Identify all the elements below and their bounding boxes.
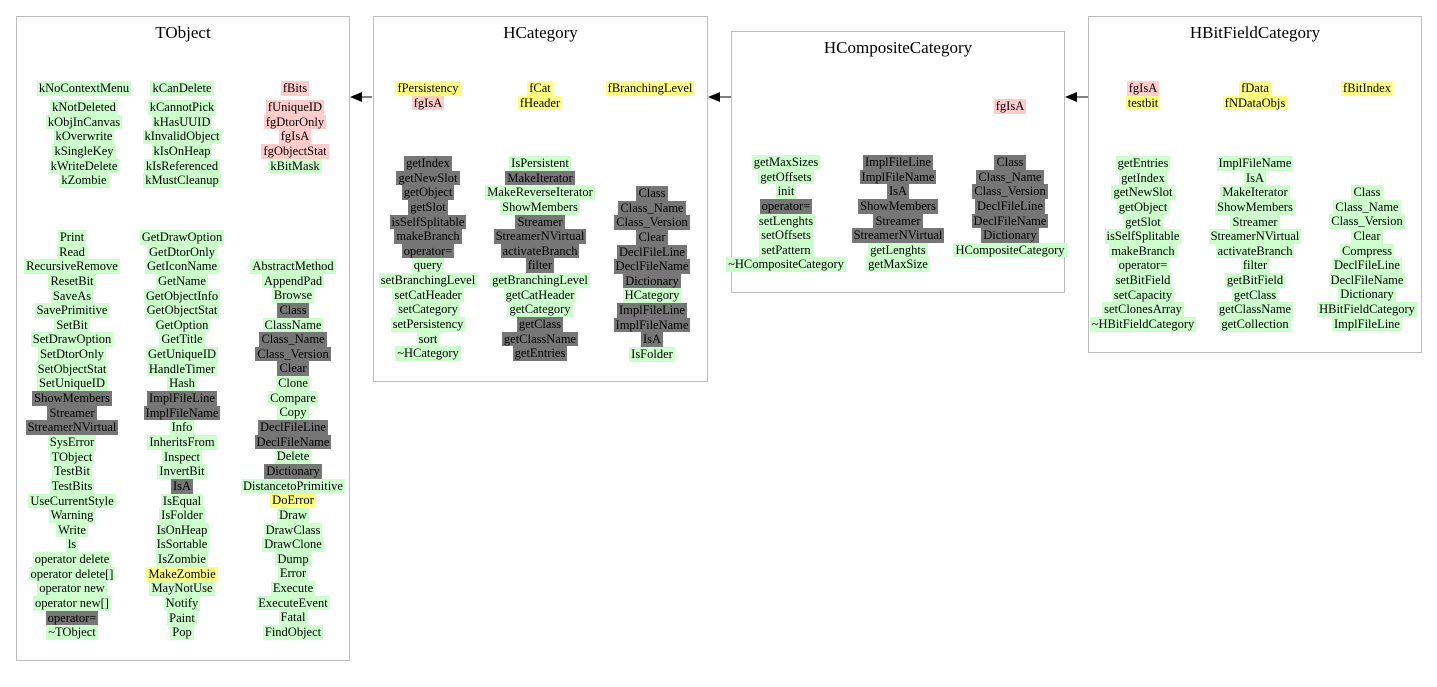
- member-item: DeclFileName: [615, 259, 689, 274]
- member-item: fBitIndex: [1343, 81, 1391, 95]
- member-item: GetIconName: [146, 259, 218, 274]
- member-item: kNoContextMenu: [38, 81, 130, 95]
- class-title: HCategory: [503, 23, 578, 42]
- member-item: IsPersistent: [511, 156, 569, 170]
- member-item: AppendPad: [263, 273, 323, 288]
- member-item: Streamer: [517, 214, 563, 229]
- member-item: setCatHeader: [394, 287, 462, 302]
- member-item: Warning: [50, 508, 94, 523]
- member-item: Streamer: [49, 405, 95, 420]
- member-item: DeclFileLine: [977, 198, 1043, 213]
- member-group: [378, 81, 478, 110]
- member-item: Class_Version: [616, 215, 688, 230]
- member-item: ImplFileName: [615, 317, 689, 332]
- member-item: Info: [171, 420, 193, 435]
- member-item: InvertBit: [159, 464, 205, 479]
- member-item: SetDtorOnly: [40, 347, 104, 362]
- class-box-hbitfieldcategory: [1088, 16, 1422, 353]
- member-item: kZombie: [61, 173, 107, 188]
- member-item: Read: [59, 244, 85, 259]
- member-item: kIsReferenced: [145, 158, 219, 173]
- member-item: ExecuteEvent: [258, 595, 328, 610]
- member-item: setBitField: [1115, 273, 1171, 288]
- member-item: Class: [638, 186, 666, 200]
- member-item: testbit: [1127, 95, 1159, 110]
- member-group: [132, 100, 232, 188]
- member-item: fgIsA: [413, 95, 443, 110]
- member-item: Copy: [279, 405, 307, 420]
- member-item: kCannotPick: [149, 100, 215, 114]
- member-item: kNotDeleted: [52, 100, 116, 114]
- member-item: SetObjectStat: [37, 361, 107, 376]
- member-item: init: [777, 184, 795, 199]
- member-item: operator new[]: [35, 596, 109, 611]
- member-item: DeclFileLine: [260, 420, 326, 435]
- member-item: TestBit: [54, 464, 90, 479]
- member-item: GetOption: [155, 317, 209, 332]
- member-item: Clear: [638, 229, 666, 244]
- member-group: [964, 99, 1056, 114]
- member-item: HandleTimer: [148, 361, 216, 376]
- arrow-hbitfieldcategory-to-hcompositecategory: [1065, 92, 1088, 102]
- member-item: getCategory: [509, 302, 571, 317]
- class-title: HBitFieldCategory: [1189, 23, 1321, 42]
- class-box-hcompositecategory: [728, 31, 1065, 293]
- member-item: MayNotUse: [151, 581, 213, 596]
- member-item: Streamer: [1232, 214, 1278, 229]
- member-item: sort: [418, 331, 438, 346]
- member-group: [1311, 185, 1423, 331]
- member-item: operator=: [761, 198, 811, 213]
- member-item: Class_Name: [261, 332, 325, 347]
- member-item: getObject: [1118, 199, 1168, 214]
- member-item: operator delete: [34, 552, 110, 567]
- class-title: TObject: [155, 23, 211, 42]
- member-item: isSelfSplitable: [1106, 229, 1180, 244]
- member-group: [245, 100, 345, 173]
- member-item: ImplFileName: [1218, 156, 1292, 170]
- member-item: operator=: [403, 243, 453, 258]
- member-item: InheritsFrom: [149, 434, 215, 449]
- member-group: [1205, 81, 1305, 110]
- member-item: DeclFileName: [1330, 272, 1404, 287]
- member-item: kCanDelete: [152, 81, 212, 95]
- member-item: GetUniqueID: [147, 347, 217, 362]
- member-item: Class_Version: [974, 184, 1046, 199]
- member-item: Dump: [277, 551, 309, 566]
- member-item: getClassName: [1218, 302, 1292, 317]
- member-item: SysError: [49, 434, 95, 449]
- member-item: ImplFileLine: [619, 303, 685, 318]
- member-item: getMaxSize: [868, 257, 928, 272]
- member-item: HCompositeCategory: [955, 242, 1065, 257]
- member-item: query: [413, 258, 443, 273]
- member-item: fgIsA: [280, 129, 310, 144]
- member-item: ImplFileName: [861, 169, 935, 184]
- member-item: SetBit: [56, 317, 88, 332]
- member-item: getOffsets: [760, 169, 812, 184]
- member-group: [21, 81, 147, 96]
- member-item: setCategory: [398, 302, 458, 317]
- member-item: getBranchingLevel: [492, 273, 588, 288]
- member-item: IsEqual: [162, 493, 202, 508]
- member-item: getIndex: [1121, 170, 1165, 185]
- member-item: AbstractMethod: [252, 259, 334, 273]
- member-item: kOverwrite: [55, 129, 113, 144]
- member-item: IsSortable: [156, 537, 208, 552]
- member-item: Class_Name: [1335, 199, 1399, 214]
- member-item: operator=: [1118, 258, 1168, 273]
- member-item: IsFolder: [631, 347, 673, 362]
- member-item: DeclFileLine: [619, 244, 685, 259]
- member-item: Draw: [279, 507, 307, 522]
- member-item: GetObjectStat: [146, 303, 218, 318]
- member-item: GetDrawOption: [141, 230, 223, 244]
- member-group: [480, 156, 600, 361]
- member-group: [237, 259, 349, 640]
- member-item: kMustCleanup: [145, 173, 219, 188]
- member-item: ~HCategory: [397, 346, 459, 361]
- member-item: Class: [1353, 185, 1381, 199]
- member-group: [21, 100, 147, 188]
- member-group: [848, 155, 948, 272]
- member-item: ClassName: [264, 317, 322, 332]
- member-item: Execute: [272, 581, 314, 596]
- member-item: IsA: [888, 184, 908, 199]
- member-item: fData: [1241, 81, 1269, 95]
- member-item: operator delete[]: [30, 566, 114, 581]
- member-item: IsFolder: [161, 508, 203, 523]
- member-group: [604, 186, 700, 362]
- member-item: ShowMembers: [502, 199, 578, 214]
- member-item: getClassName: [503, 331, 577, 346]
- member-item: kObjInCanvas: [47, 114, 121, 129]
- member-item: IsA: [1245, 170, 1265, 185]
- member-group: [245, 81, 345, 96]
- member-item: DoError: [272, 493, 314, 508]
- member-item: Hash: [169, 376, 195, 391]
- member-item: HBitFieldCategory: [1319, 302, 1415, 317]
- member-item: fBits: [282, 81, 308, 95]
- member-item: HCategory: [624, 288, 680, 303]
- member-item: Clone: [278, 376, 308, 391]
- member-item: getLenghts: [870, 242, 926, 257]
- member-item: getMaxSizes: [753, 155, 819, 169]
- member-item: setLenghts: [758, 213, 814, 228]
- member-item: fPersistency: [397, 81, 459, 95]
- member-item: StreamerNVirtual: [1210, 229, 1300, 244]
- member-item: TObject: [51, 449, 93, 464]
- member-item: getEntries: [1117, 156, 1169, 170]
- member-item: MakeIterator: [1222, 185, 1288, 200]
- member-item: Print: [59, 230, 85, 244]
- member-item: filter: [527, 258, 553, 273]
- member-item: isSelfSplitable: [391, 214, 465, 229]
- member-group: [1317, 81, 1417, 96]
- member-group: [376, 156, 480, 361]
- member-item: getEntries: [514, 346, 566, 361]
- member-item: getSlot: [410, 199, 446, 214]
- member-item: fgObjectStat: [263, 143, 327, 158]
- member-item: kBitMask: [270, 158, 320, 173]
- member-item: IsA: [172, 478, 192, 493]
- member-item: activateBranch: [502, 243, 578, 258]
- member-item: MakeIterator: [507, 170, 573, 185]
- member-group: [21, 230, 123, 640]
- member-item: DeclFileName: [256, 434, 330, 449]
- member-item: SavePrimitive: [36, 303, 108, 318]
- member-item: kIsOnHeap: [153, 143, 211, 158]
- member-item: getCatHeader: [505, 287, 575, 302]
- member-item: Clear: [1353, 228, 1381, 243]
- member-item: Clear: [279, 361, 307, 376]
- member-item: ~TObject: [48, 625, 96, 640]
- member-item: Delete: [276, 449, 310, 464]
- arrow-hcategory-to-tobject: [350, 92, 372, 102]
- member-item: StreamerNVirtual: [853, 228, 943, 243]
- member-group: [132, 81, 232, 96]
- member-item: ImplFileLine: [149, 391, 215, 406]
- member-item: DeclFileLine: [1334, 258, 1400, 273]
- member-item: Inspect: [163, 449, 201, 464]
- member-item: kHasUUID: [153, 114, 211, 129]
- member-item: ImplFileName: [145, 405, 219, 420]
- member-group: [946, 155, 1074, 257]
- member-item: Dictionary: [1340, 287, 1394, 302]
- member-item: kWriteDelete: [50, 158, 118, 173]
- member-item: ShowMembers: [1217, 199, 1293, 214]
- member-item: Class_Name: [978, 169, 1042, 184]
- class-title: HCompositeCategory: [823, 38, 973, 57]
- member-item: SaveAs: [52, 288, 92, 303]
- member-group: [132, 230, 232, 640]
- member-item: getNewSlot: [1113, 185, 1173, 200]
- class-box-hcategory: [373, 16, 708, 382]
- member-item: ImplFileLine: [1334, 316, 1400, 331]
- member-item: makeBranch: [1111, 243, 1175, 258]
- member-item: SetDrawOption: [32, 332, 112, 347]
- member-item: Paint: [169, 610, 195, 625]
- member-item: fgDtorOnly: [265, 114, 325, 129]
- member-item: Class_Version: [1331, 214, 1403, 229]
- member-item: Pop: [172, 625, 192, 640]
- member-item: MakeZombie: [148, 566, 216, 581]
- member-group: [724, 155, 848, 272]
- member-item: DeclFileName: [973, 213, 1047, 228]
- member-item: ShowMembers: [34, 391, 110, 406]
- member-item: Compress: [1342, 243, 1392, 258]
- member-item: Write: [58, 522, 86, 537]
- member-item: fgIsA: [995, 99, 1025, 113]
- member-item: setBranchingLevel: [380, 273, 476, 288]
- member-item: setPersistency: [392, 317, 464, 332]
- member-item: StreamerNVirtual: [27, 420, 117, 435]
- member-item: Browse: [273, 288, 313, 303]
- member-item: UseCurrentStyle: [30, 493, 114, 508]
- member-item: fNDataObjs: [1224, 95, 1286, 110]
- member-item: GetTitle: [161, 332, 203, 347]
- member-item: Class: [996, 155, 1024, 169]
- member-item: ShowMembers: [860, 198, 936, 213]
- member-item: Fatal: [280, 610, 306, 625]
- member-item: makeBranch: [396, 229, 460, 244]
- member-group: [1085, 156, 1201, 332]
- member-item: getClass: [1233, 287, 1277, 302]
- member-item: TestBits: [51, 478, 93, 493]
- member-item: Streamer: [875, 213, 921, 228]
- member-item: fgIsA: [1128, 81, 1158, 95]
- member-item: getNewSlot: [398, 170, 458, 185]
- member-item: MakeReverseIterator: [487, 185, 593, 200]
- member-item: setCapacity: [1113, 287, 1173, 302]
- member-item: IsA: [642, 332, 662, 347]
- member-item: getObject: [403, 185, 453, 200]
- class-box-tobject: [16, 16, 350, 661]
- member-item: FindObject: [264, 625, 322, 640]
- member-item: ResetBit: [50, 273, 94, 288]
- member-item: DistancetoPrimitive: [243, 478, 343, 493]
- member-item: fUniqueID: [267, 100, 323, 114]
- member-item: getBitField: [1226, 273, 1284, 288]
- member-item: SetUniqueID: [39, 376, 105, 391]
- member-item: GetDtorOnly: [149, 244, 215, 259]
- member-item: Error: [279, 566, 307, 581]
- member-item: Dictionary: [625, 273, 679, 288]
- member-item: StreamerNVirtual: [495, 229, 585, 244]
- member-item: activateBranch: [1217, 243, 1293, 258]
- member-item: fHeader: [519, 95, 561, 110]
- member-item: Dictionary: [266, 463, 320, 478]
- member-item: operator new: [39, 581, 105, 596]
- member-item: fBranchingLevel: [607, 81, 693, 95]
- member-item: DrawClone: [264, 537, 322, 552]
- member-item: GetName: [158, 273, 206, 288]
- member-item: getIndex: [406, 156, 450, 170]
- member-group: [1197, 156, 1313, 332]
- member-item: ~HBitFieldCategory: [1091, 317, 1195, 332]
- member-item: kSingleKey: [54, 143, 114, 158]
- member-item: RecursiveRemove: [26, 259, 118, 274]
- member-item: fCat: [529, 81, 551, 95]
- member-item: setOffsets: [761, 228, 811, 243]
- member-item: ls: [67, 537, 77, 552]
- member-item: Class_Version: [257, 346, 329, 361]
- member-item: GetObjectInfo: [145, 288, 219, 303]
- member-item: getCollection: [1221, 317, 1289, 332]
- member-item: setClonesArray: [1104, 302, 1182, 317]
- member-item: IsOnHeap: [156, 522, 208, 537]
- member-item: setPattern: [761, 242, 811, 257]
- member-item: Dictionary: [983, 228, 1037, 243]
- member-group: [488, 81, 592, 110]
- member-item: filter: [1242, 258, 1268, 273]
- member-item: IsZombie: [158, 552, 206, 567]
- member-item: DrawClass: [265, 522, 321, 537]
- member-item: Class_Name: [620, 200, 684, 215]
- member-item: getSlot: [1125, 214, 1161, 229]
- member-item: operator=: [47, 610, 97, 625]
- member-item: Notify: [165, 596, 199, 611]
- member-item: ImplFileLine: [865, 155, 931, 169]
- member-group: [1093, 81, 1193, 110]
- member-item: getClass: [518, 317, 562, 332]
- member-item: ~HCompositeCategory: [728, 257, 844, 272]
- member-item: kInvalidObject: [144, 129, 220, 144]
- member-item: Compare: [270, 390, 316, 405]
- arrow-hcompositecategory-to-hcategory: [708, 92, 731, 102]
- member-item: Class: [279, 302, 307, 317]
- member-group: [598, 81, 702, 96]
